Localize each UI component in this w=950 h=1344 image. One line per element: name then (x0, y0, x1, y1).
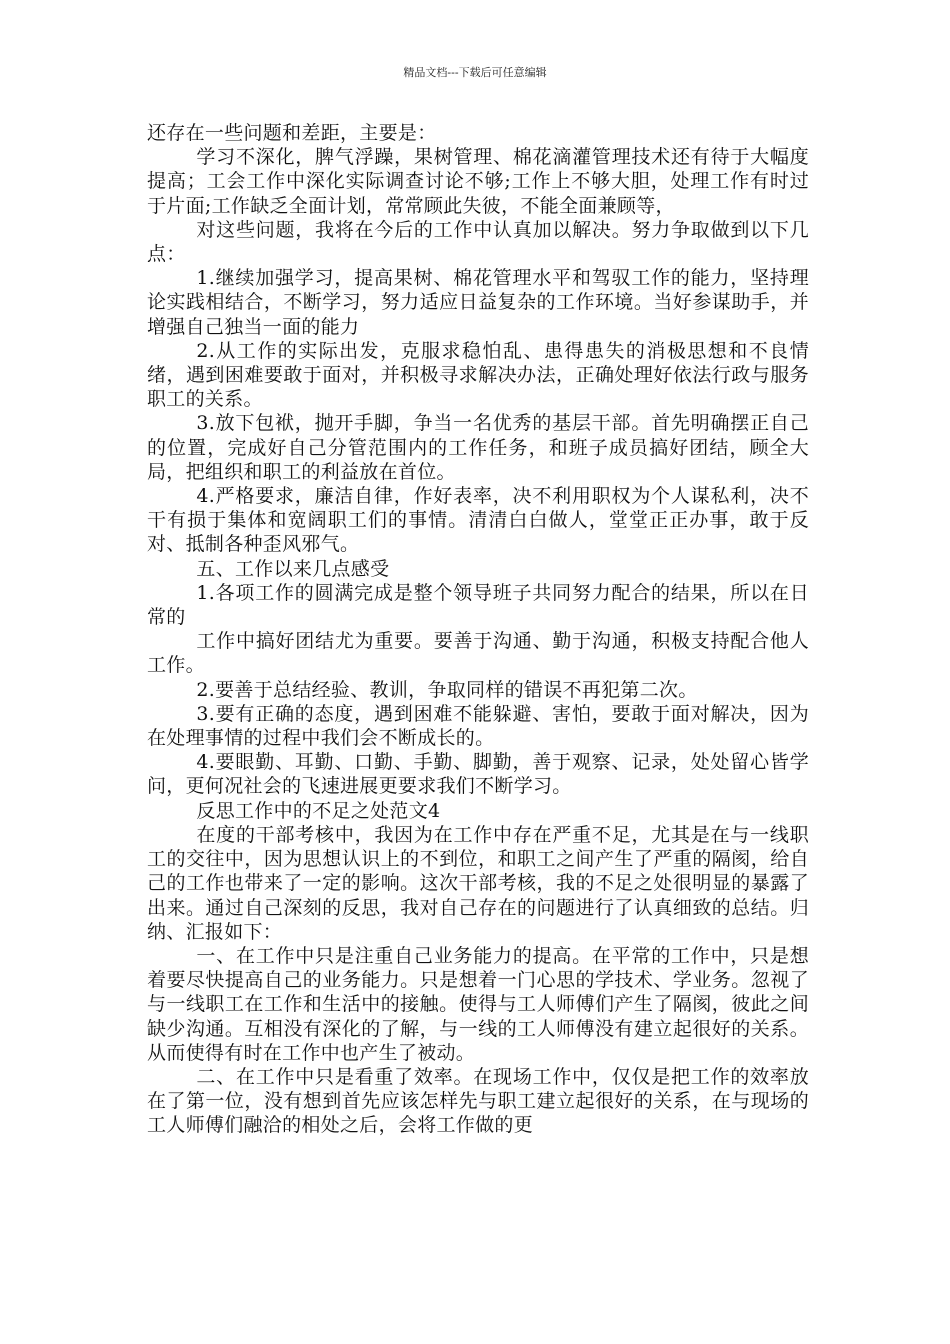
section-heading: 反思工作中的不足之处范文4 (196, 799, 441, 822)
list-item: 3.要有正确的态度，遇到困难不能躲避、害怕，要敢于面对解决，因为在处理事情的过程中我们会不断成长的。 (147, 702, 809, 750)
list-item: 4.严格要求，廉洁自律，作好表率，决不利用职权为个人谋私利，决不干有损于集体和宽阔职工们的事情。清清白白做人，堂堂正正办事，敢于反对、抵制各种歪风邪气。 (147, 485, 809, 556)
paragraph: 学习不深化，脾气浮躁，果树管理、棉花滴灌管理技术还有待于大幅度提高；工会工作中深化实际调查讨论不够;工作上不够大胆，处理工作有时过于片面;工作缺乏全面计划，常常顾此失彼，不能全面兼顾等， (147, 146, 809, 217)
list-item: 2.从工作的实际出发，克服求稳怕乱、患得患失的消极思想和不良情绪，遇到困难要敢于面对，并积极寻求解决办法，正确处理好依法行政与服务职工的关系。 (147, 339, 809, 411)
paragraph: 工作中搞好团结尤为重要。要善于沟通、勤于沟通，积极支持配合他人工作。 (147, 630, 809, 677)
paragraph: 还存在一些问题和差距，主要是： (147, 122, 437, 144)
paragraph: 二、在工作中只是看重了效率。在现场工作中，仅仅是把工作的效率放在了第一位，没有想到首先应该怎样先与职工建立起很好的关系，在与现场的工人师傅们融洽的相处之后，会将工作做的更 (147, 1065, 809, 1137)
list-item: 2.要善于总结经验、教训，争取同样的错误不再犯第二次。 (196, 678, 698, 701)
section-heading: 五、工作以来几点感受 (196, 557, 390, 580)
page-header: 精品文档---下载后可任意编辑 (403, 66, 547, 79)
list-item: 1.继续加强学习，提高果树、棉花管理水平和驾驭工作的能力，坚持理论实践相结合，不断学习，努力适应日益复杂的工作环境。当好参谋助手，并增强自己独当一面的能力 (147, 267, 809, 338)
paragraph: 对这些问题，我将在今后的工作中认真加以解决。努力争取做到以下几点： (147, 218, 809, 266)
list-item: 1.各项工作的圆满完成是整个领导班子共同努力配合的结果，所以在日常的 (147, 581, 809, 629)
list-item: 4.要眼勤、耳勤、口勤、手勤、脚勤，善于观察、记录，处处留心皆学问，更何况社会的飞速进展更要求我们不断学习。 (147, 751, 809, 798)
paragraph: 一、在工作中只是注重自己业务能力的提高。在平常的工作中，只是想着要尽快提高自己的业务能力。只是想着一门心思的学技术、学业务。忽视了与一线职工在工作和生活中的接触。使得与工人师傅们产生了隔阂，彼此之间缺少沟通。互相没有深化的了解，与一线的工人师傅没有建立起很好的关系。从而使得有时在工作中也产生了被动。 (147, 944, 809, 1064)
list-item: 3.放下包袱，抛开手脚，争当一名优秀的基层干部。首先明确摆正自己的位置，完成好自己分管范围内的工作任务，和班子成员搞好团结，顾全大局，把组织和职工的利益放在首位。 (147, 412, 809, 483)
paragraph: 在度的干部考核中，我因为在工作中存在严重不足，尤其是在与一线职工的交往中，因为思想认识上的不到位，和职工之间产生了严重的隔阂，给自己的工作也带来了一定的影响。这次干部考核，我的不足之处很明显的暴露了出来。通过自己深刻的反思，我对自己存在的问题进行了认真细致的总结。归纳、汇报如下： (147, 823, 809, 943)
document-body (147, 121, 809, 1138)
